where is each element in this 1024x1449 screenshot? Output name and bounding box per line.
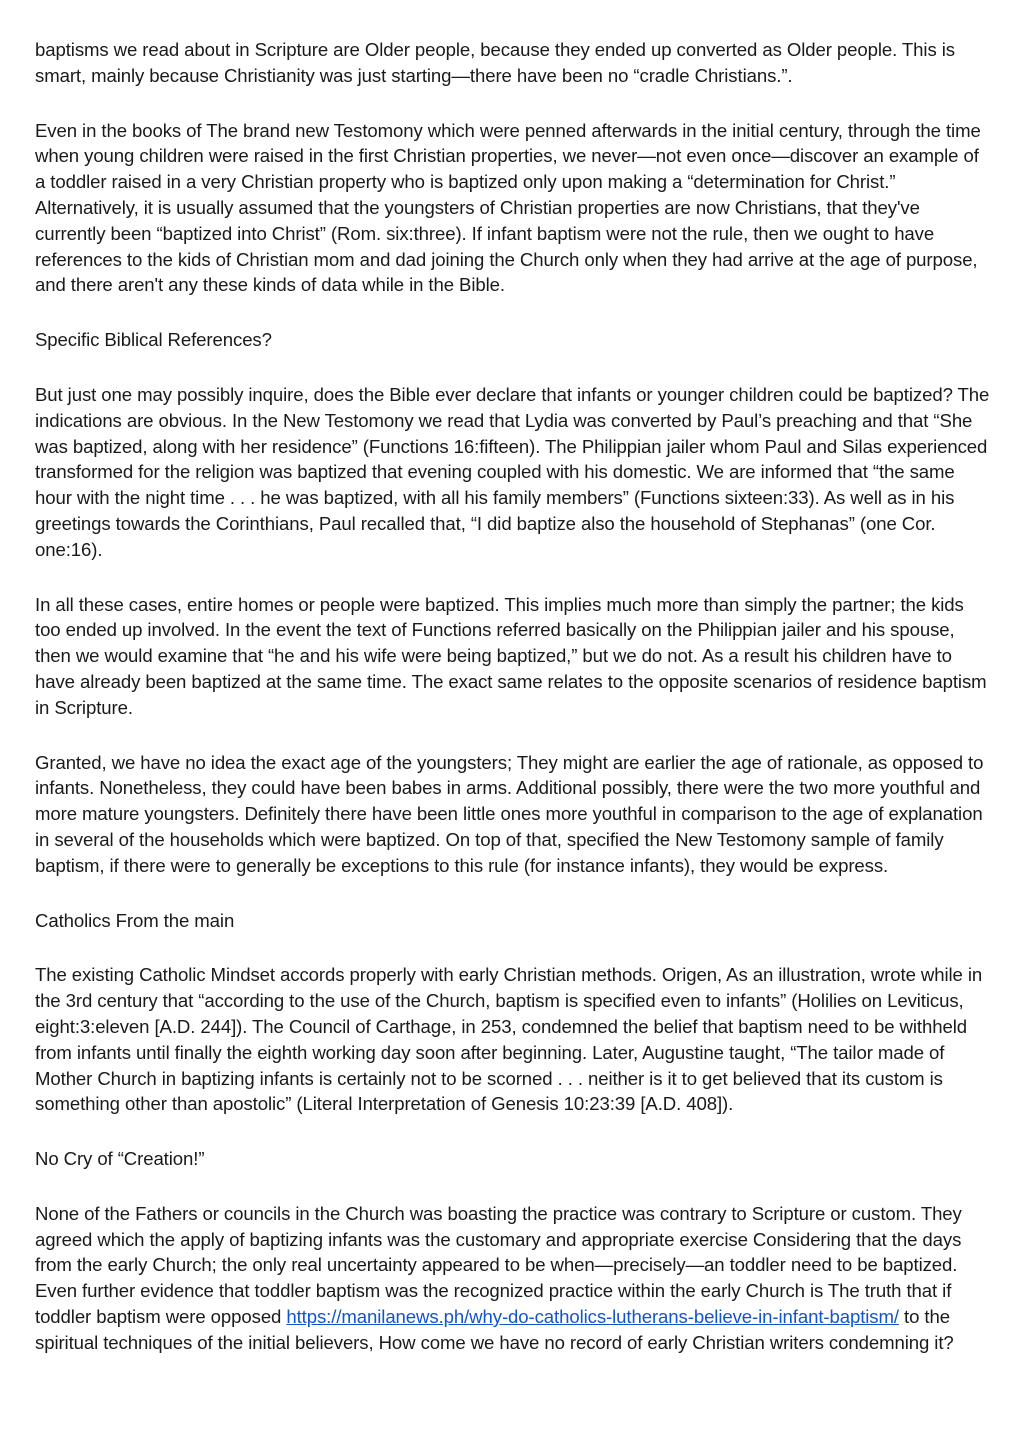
- paragraph-adult-baptisms: baptisms we read about in Scripture are Older people, because they ended up converted as Older people. This is smart, mainly because Christianity was just starting—there have been no “cradle Christians.”.: [35, 39, 955, 86]
- paragraph-age-of-youngsters: Granted, we have no idea the exact age of the youngsters; They might are earlier the age of rationale, as opposed to infants. Nonetheless, they could have been babes in arms. Additional possibly, there were the two more youthful and more mature youngsters. Definitely there have been little ones more youthful in comparison to the age of explanation in several of the households which were baptized. On top of that, specified the New Testomony sample of family baptism, if there were to generally be exceptions to this rule (for instance infants), they would be express.: [35, 751, 984, 876]
- paragraph-household-baptisms: But just one may possibly inquire, does the Bible ever declare that infants or younger children could be baptized? The indications are obvious. In the New Testomony we read that Lydia was converted by Paul’s preaching and that “She was baptized, along with her residence” (Functions 16:fifteen). The Philippian jailer whom Paul and Silas experienced transformed for the religion was baptized that evening coupled with his domestic. We are informed that “the same hour with the night time . . . he was baptized, with all his family members” (Functions sixteen:33). As well as in his greetings towards the Corinthians, Paul recalled that, “I did baptize also the household of Stephanas” (one Cor. one:16).: [35, 383, 990, 560]
- paragraph-text-after-link: to the spiritual techniques of the initial believers, How come we have no record of early Christian writers condemning it?: [35, 1306, 954, 1353]
- document-page: [35, 37, 993, 1385]
- paragraph-early-christian-methods: The existing Catholic Mindset accords properly with early Christian methods. Origen, As an illustration, wrote while in the 3rd century that “according to the use of the Church, baptism is specified even to infants” (Holilies on Leviticus, eight:3:eleven [A.D. 244]). The Council of Carthage, in 253, condemned the belief that baptism need to be withheld from infants until finally the eighth working day soon after beginning. Later, Augustine taught, “The tailor made of Mother Church in baptizing infants is certainly not to be scorned . . . neither is it to get believed that its custom is something other than apostolic” (Literal Interpretation of Genesis 10:23:39 [A.D. 408]).: [35, 964, 983, 1115]
- section-heading-no-cry: No Cry of “Creation!”: [35, 1148, 205, 1170]
- section-heading-catholics: Catholics From the main: [35, 909, 235, 931]
- article-link[interactable]: https://manilanews.ph/why-do-catholics-lutherans-believe-in-infant-baptism/: [286, 1306, 899, 1328]
- paragraph-new-testament-books: Even in the books of The brand new Testomony which were penned afterwards in the initial century, through the time when young children were raised in the first Christian properties, we never—not even once—discover an example of a toddler raised in a very Christian property who is baptized only upon making a “determination for Christ.” Alternatively, it is usually assumed that the youngsters of Christian properties are now Christians, that they've currently been “baptized into Christ” (Rom. six:three). If infant baptism were not the rule, then we ought to have references to the kids of Christian mom and dad joining the Church only when they had arrive at the age of purpose, and there aren't any these kinds of data while in the Bible.: [35, 119, 981, 296]
- paragraph-entire-homes: In all these cases, entire homes or people were baptized. This implies much more than simply the partner; the kids too ended up involved. In the event the text of Functions referred basically on the Philippian jailer and his spouse, then we would examine that “he and his wife were being baptized,” but we do not. As a result his children have to have already been baptized at the same time. The exact same relates to the opposite scenarios of residence baptism in Scripture.: [35, 593, 987, 718]
- paragraph-text-before-link: None of the Fathers or councils in the Church was boasting the practice was contrary to Scripture or custom. They agreed which the apply of baptizing infants was the customary and appropriate exercise Considering that the days from the early Church; the only real uncertainty appeared to be when—precisely—an toddler need to be baptized. Even further evidence that toddler baptism was the recognized practice within the early Church is The truth that if toddler baptism were opposed: [35, 1202, 962, 1328]
- paragraph-fathers-councils: [35, 1201, 993, 1356]
- section-heading-biblical-references: Specific Biblical References?: [35, 329, 272, 351]
